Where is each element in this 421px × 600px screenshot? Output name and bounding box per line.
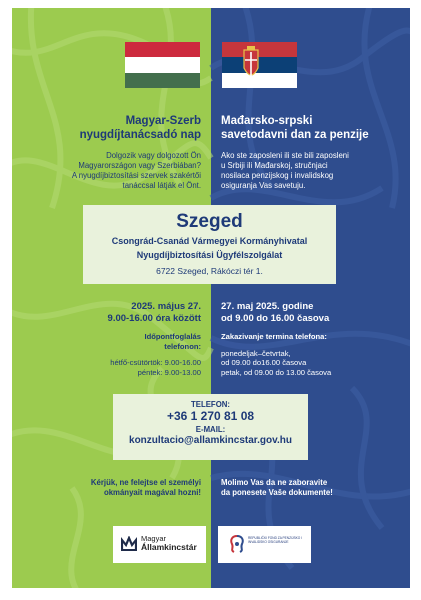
schedule-rs-row: ponedeljak–četvrtak, — [221, 348, 291, 358]
documents-note-hungarian — [31, 478, 201, 498]
intro-hu-line: Magyarországon vagy Szerbiában? — [78, 161, 201, 170]
date-hu-day: 2025. május 27. — [131, 301, 201, 312]
schedule-hungarian — [51, 332, 201, 377]
intro-hu-line: tanáccsal látják el Önt. — [122, 181, 201, 190]
header-serbian — [221, 114, 401, 142]
documents-note-serbian — [221, 478, 391, 498]
schedule-hu-row: péntek: 9.00-13.00 — [137, 367, 201, 377]
schedule-serbian — [221, 332, 391, 377]
date-rs-day: 27. maj 2025. godine — [221, 301, 314, 312]
schedule-hu-title-line1: Időpontfoglalás — [144, 332, 201, 341]
email-address[interactable]: konzultacio@allamkincstar.gov.hu — [129, 435, 292, 446]
hungarian-flag-icon — [125, 42, 200, 88]
intro-rs-line: nosilaca penzijskog i invalidskog — [221, 171, 334, 180]
header-hu-line1: Magyar-Szerb — [125, 115, 201, 127]
intro-hungarian — [26, 151, 201, 191]
schedule-rs-title: Zakazivanje termina telefona: — [221, 332, 327, 341]
date-rs-hours: od 9.00 do 16.00 časova — [221, 312, 330, 324]
office-name-line1: Csongrád-Csanád Vármegyei Kormányhivatal — [111, 236, 308, 246]
background-decoration — [12, 8, 410, 588]
schedule-rs-row: od 09.00 do16.00 časova — [221, 358, 307, 368]
location-box — [83, 205, 336, 284]
hu-logo-line2-text: Államkincstár — [141, 542, 197, 552]
serbian-pension-fund-logo — [218, 526, 311, 563]
note-hu-line2: okmányait magával hozni! — [103, 488, 201, 497]
note-rs-line1: Molimo Vas da ne zaboravite — [221, 478, 328, 487]
header-rs-line1: Mađarsko-srpski — [221, 115, 313, 127]
email-label: E-MAIL: — [195, 425, 226, 434]
intro-rs-line: Ako ste zaposleni ili ste bili zaposleni — [221, 151, 349, 160]
header-hungarian — [21, 114, 201, 142]
note-rs-line2: da ponesete Vaše dokumente! — [221, 488, 333, 497]
date-hu-hours: 9.00-16.00 óra között — [107, 312, 201, 324]
city-title: Szeged — [176, 211, 243, 232]
rs-logo-text: REPUBLIČKI FOND ZA PENZIJSKO I INVALIDSKO OSIGURANJE — [248, 536, 303, 544]
poster — [12, 8, 410, 588]
intro-rs-line: u Srbiji ili Mađarskoj, stručnjaci — [221, 161, 328, 170]
intro-serbian — [221, 151, 399, 191]
serbian-flag-icon — [222, 42, 297, 88]
intro-hu-line: Dolgozik vagy dolgozott Ön — [106, 151, 201, 160]
intro-rs-line: osiguranja Vas savetuju. — [221, 181, 306, 190]
serbian-coat-of-arms-icon — [242, 46, 260, 84]
phone-number[interactable]: +36 1 270 81 08 — [166, 409, 255, 423]
schedule-hu-title-line2: telefonon: — [164, 341, 201, 351]
schedule-hu-row: hétfő-csütörtök: 9.00-16.00 — [110, 358, 201, 368]
header-rs-line2: savetodavni dan za penzije — [221, 129, 369, 141]
hu-logo-line2 — [141, 543, 197, 552]
phone-label: TELEFON: — [191, 400, 230, 409]
pension-fund-emblem-icon — [228, 534, 246, 554]
allamkincstar-emblem-icon — [121, 536, 137, 552]
office-name-line2: Nyugdíjbiztosítási Ügyfélszolgálat — [136, 250, 283, 260]
note-hu-line1: Kérjük, ne felejtse el személyi — [90, 478, 201, 487]
schedule-rs-row: petak, od 09.00 do 13.00 časova — [221, 367, 332, 377]
date-hungarian — [51, 301, 201, 324]
header-hu-line2: nyugdíjtanácsadó nap — [79, 129, 201, 141]
intro-hu-line: A nyugdíjbiztosítási szervek szakértői — [71, 171, 201, 180]
contact-box — [113, 394, 308, 460]
office-address: 6722 Szeged, Rákóczi tér 1. — [156, 266, 263, 276]
magyar-allamkincstar-logo — [113, 526, 206, 563]
hu-logo-line1: Magyar — [141, 534, 167, 543]
date-serbian — [221, 301, 371, 324]
